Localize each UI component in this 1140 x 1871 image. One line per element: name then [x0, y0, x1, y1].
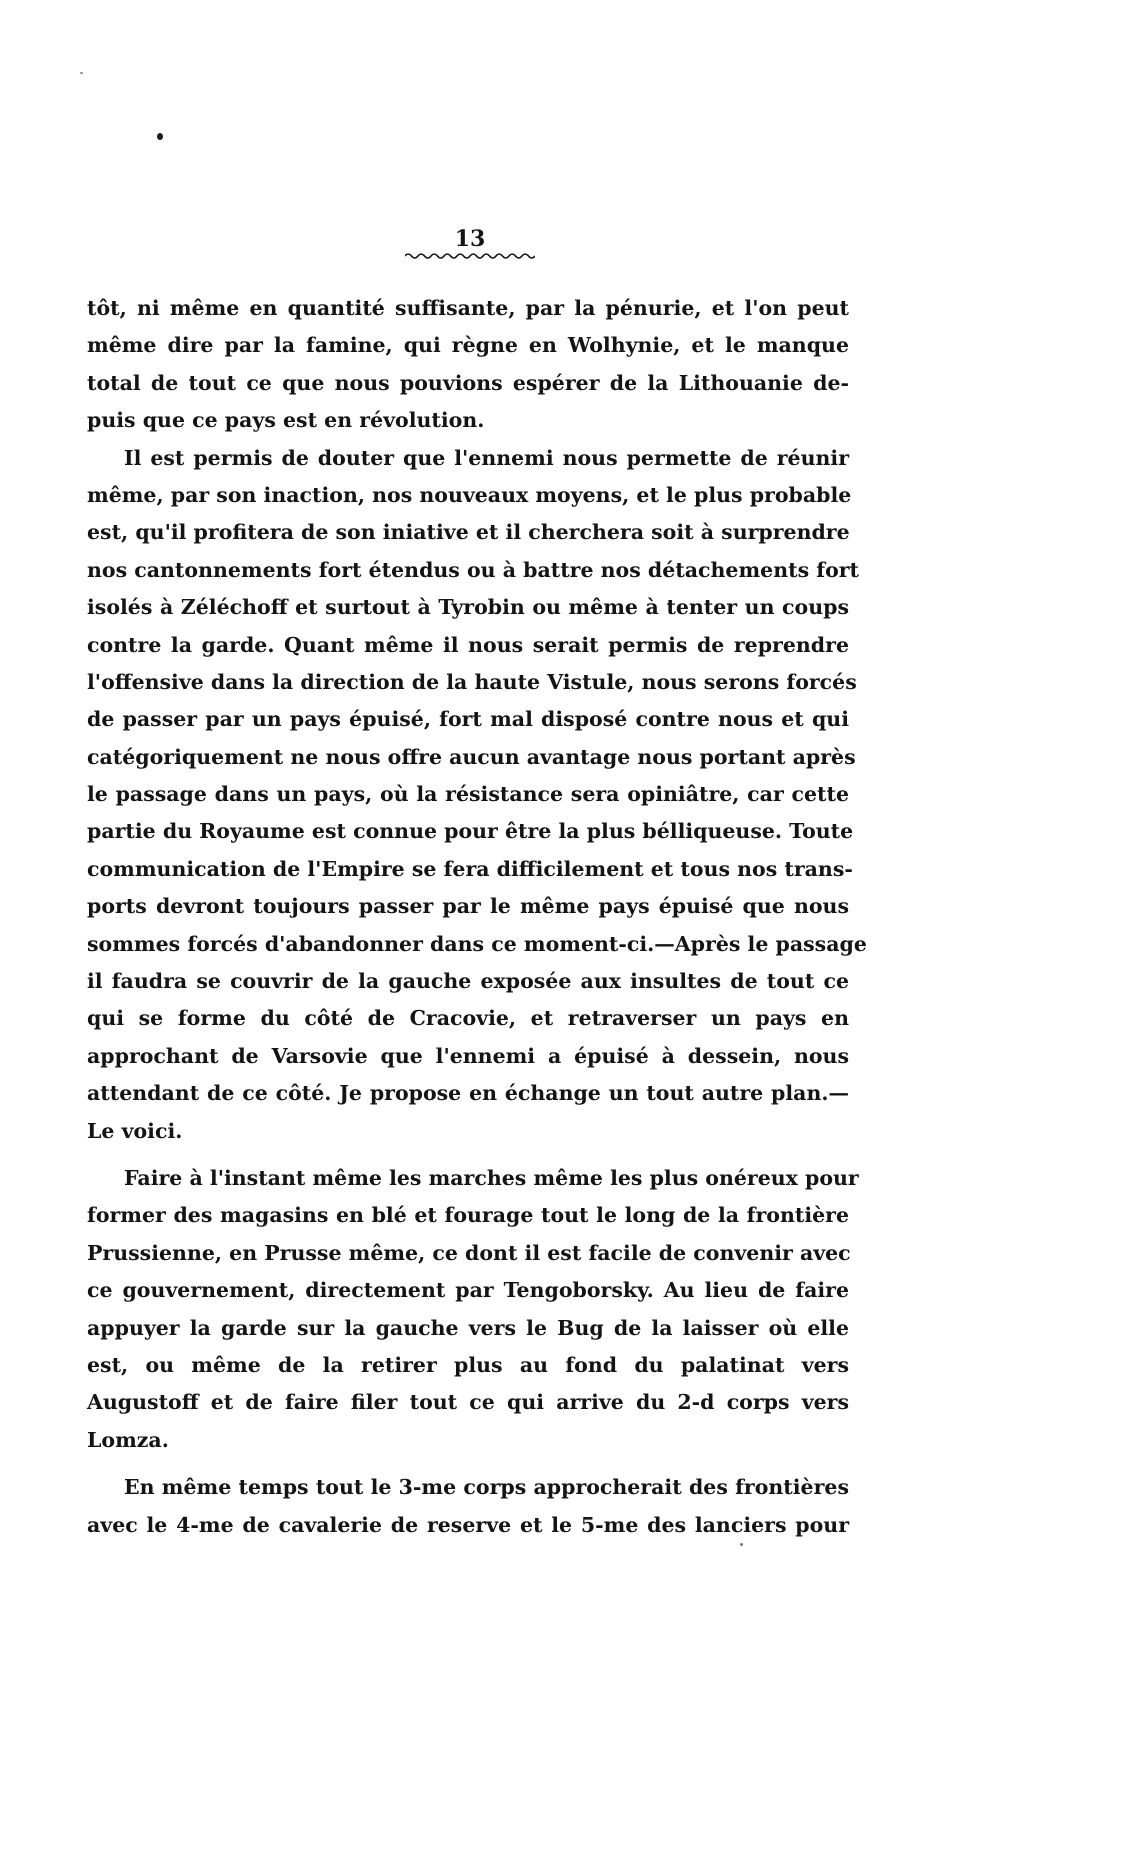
text-line: partie du Royaume est connue pour être la plus bélliqueuse. Toute [87, 819, 854, 844]
text-line: En même temps tout le 3-me corps approcherait des frontières [124, 1475, 849, 1500]
paragraph-3 [87, 1160, 859, 1459]
wavy-rule-ornament [405, 252, 535, 260]
text-line: Augustoff et de faire filer tout ce qui arrive du 2-d corps vers [87, 1390, 849, 1415]
text-line: Lomza. [87, 1427, 169, 1452]
text-line: communication de l'Empire se fera difficilement et tous nos trans- [87, 856, 853, 881]
text-line: Le voici. [87, 1118, 183, 1143]
text-line: Prussienne, en Prusse même, ce dont il est facile de convenir avec [87, 1240, 851, 1265]
text-line: former des magasins en blé et fourage tout le long de la frontière [87, 1203, 849, 1228]
text-line: ce gouvernement, directement par Tengoborsky. Au lieu de faire [87, 1278, 849, 1303]
text-line: avec le 4-me de cavalerie de reserve et le 5-me des lanciers pour [87, 1512, 849, 1537]
text-line: nos cantonnements fort étendus ou à battre nos détachements fort [87, 557, 860, 582]
scan-speck [157, 133, 163, 140]
paragraph-gap [87, 1459, 849, 1469]
text-line: puis que ce pays est en révolution. [87, 408, 485, 433]
page-number: 13 [454, 226, 486, 252]
text-line: est, ou même de la retirer plus au fond du palatinat vers [87, 1352, 849, 1377]
text-line: Il est permis de douter que l'ennemi nous permette de réunir [124, 445, 849, 470]
paragraph-2 [87, 440, 867, 1150]
text-line: même, par son inaction, nos nouveaux moyens, et le plus probable [87, 482, 852, 507]
paragraph-1 [87, 290, 849, 440]
page-header [380, 228, 560, 260]
text-line: isolés à Zéléchoff et surtout à Tyrobin ou même à tenter un coups [87, 595, 849, 620]
paragraph-4 [87, 1469, 849, 1544]
text-line: tôt, ni même en quantité suffisante, par la pénurie, et l'on peut [87, 296, 849, 320]
scan-speck [80, 72, 83, 74]
text-line: est, qu'il profitera de son iniative et il cherchera soit à surprendre [87, 520, 850, 545]
paragraph-gap [87, 1150, 849, 1160]
text-line: approchant de Varsovie que l'ennemi a épuisé à dessein, nous [87, 1043, 849, 1068]
text-line: ports devront toujours passer par le même pays épuisé que nous [87, 894, 849, 919]
body-text [87, 290, 867, 1544]
text-line: Faire à l'instant même les marches même les plus onéreux pour [124, 1165, 859, 1190]
text-line: même dire par la famine, qui règne en Wolhynie, et le manque [87, 333, 849, 358]
text-line: contre la garde. Quant même il nous serait permis de reprendre [87, 632, 849, 657]
text-line: l'offensive dans la direction de la haute Vistule, nous serons forcés [87, 669, 857, 694]
text-line: le passage dans un pays, où la résistance sera opiniâtre, car cette [87, 782, 849, 807]
text-line: attendant de ce côté. Je propose en échange un tout autre plan.— [87, 1081, 849, 1106]
text-line: de passer par un pays épuisé, fort mal disposé contre nous et qui [87, 707, 849, 732]
text-line: qui se forme du côté de Cracovie, et retraverser un pays en [87, 1006, 849, 1031]
text-line: total de tout ce que nous pouvions espérer de la Lithouanie de- [87, 370, 849, 395]
text-line: sommes forcés d'abandonner dans ce moment-ci.—Après le passage [87, 931, 867, 956]
text-line: appuyer la garde sur la gauche vers le Bug de la laisser où elle [87, 1315, 849, 1340]
text-line: il faudra se couvrir de la gauche exposée aux insultes de tout ce [87, 969, 849, 994]
text-line: catégoriquement ne nous offre aucun avantage nous portant après [87, 744, 856, 769]
